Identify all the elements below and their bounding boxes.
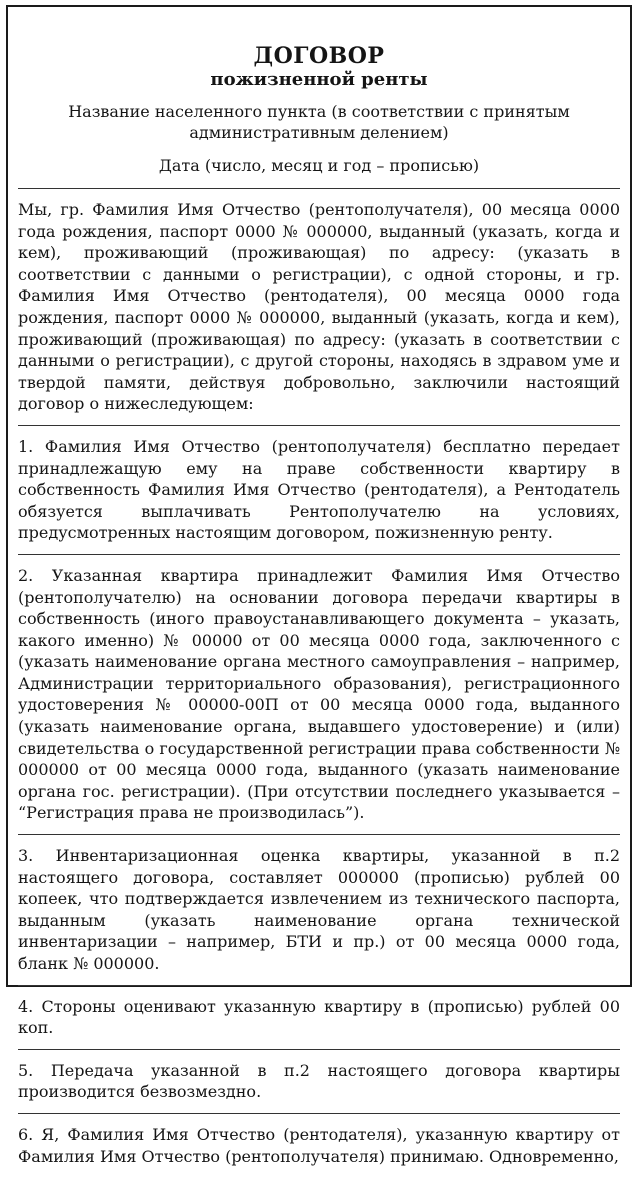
clause-2: 2. Указанная квартира принадлежит Фамилия Имя Отчество (рентополучателю) на основании договора передачи квартиры в собственность (иного правоустанавливающего документа – указать, какого именно) № 00000 от 00 месяца 0000 года, заключенного с (указать наименование органа местного самоуправления – например, Администрации территориального образования), регистрационного удостоверения № 00000-00П от 00 месяца 0000 года, выданного (указать наименование органа, выдавшего удостоверение) и (или) свидетельства о государственной регистрации права собственности № 000000 от 00 месяца 0000 года, выданного (указать наименование органа гос. регистрации). (При отсутствии последнего указывается – “Регистрация права не производилась”). bbox=[18, 555, 620, 835]
document-page bbox=[6, 5, 632, 1166]
clause-1: 1. Фамилия Имя Отчество (рентополучателя) бесплатно передает принадлежащую ему на праве собственности квартиру в собственность Фамилия Имя Отчество (рентодателя), а Рентодатель обязуется выплачивать Рентополучателю на условиях, предусмотренных настоящим договором, пожизненную ренту. bbox=[18, 426, 620, 555]
document-title: ДОГОВОР bbox=[253, 43, 385, 69]
clause-5: 5. Передача указанной в п.2 настоящего договора квартиры производится безвозмездно. bbox=[18, 1050, 620, 1114]
clause-6: 6. Я, Фамилия Имя Отчество (рентодателя), указанную квартиру от Фамилия Имя Отчество (рентополучателя) принимаю. Одновременно, bbox=[18, 1124, 620, 1166]
date-line: Дата (число, месяц и год – прописью) bbox=[158, 156, 480, 175]
preamble-paragraph: Мы, гр. Фамилия Имя Отчество (рентополучателя), 00 месяца 0000 года рождения, паспорт 0000 № 000000, выданный (указать, когда и кем), проживающий (проживающая) по адресу: (указать в соответствии с данными о регистрации), с одной стороны, и гр. Фамилия Имя Отчество (рентодателя), 00 месяца 0000 года рождения, паспорт 0000 № 000000, выданный (указать, когда и кем), проживающий (проживающая) по адресу: (указать в соответствии с данными о регистрации), с другой стороны, находясь в здравом уме и твердой памяти, действуя добровольно, заключили настоящий договор о нижеследующем: bbox=[18, 188, 620, 426]
place-line: Название населенного пункта (в соответствии с принятым административным делением) bbox=[68, 102, 570, 142]
document-subtitle: пожизненной ренты bbox=[210, 69, 428, 90]
clause-4: 4. Стороны оценивают указанную квартиру в (прописью) рублей 00 коп. bbox=[18, 986, 620, 1050]
clause-3: 3. Инвентаризационная оценка квартиры, указанной в п.2 настоящего договора, составляет 000000 (прописью) рублей 00 копеек, что подтверждается извлечением из технического паспорта, выданным (указать наименование органа технической инвентаризации – например, БТИ и пр.) от 00 месяца 0000 года, бланк № 000000. bbox=[18, 835, 620, 986]
